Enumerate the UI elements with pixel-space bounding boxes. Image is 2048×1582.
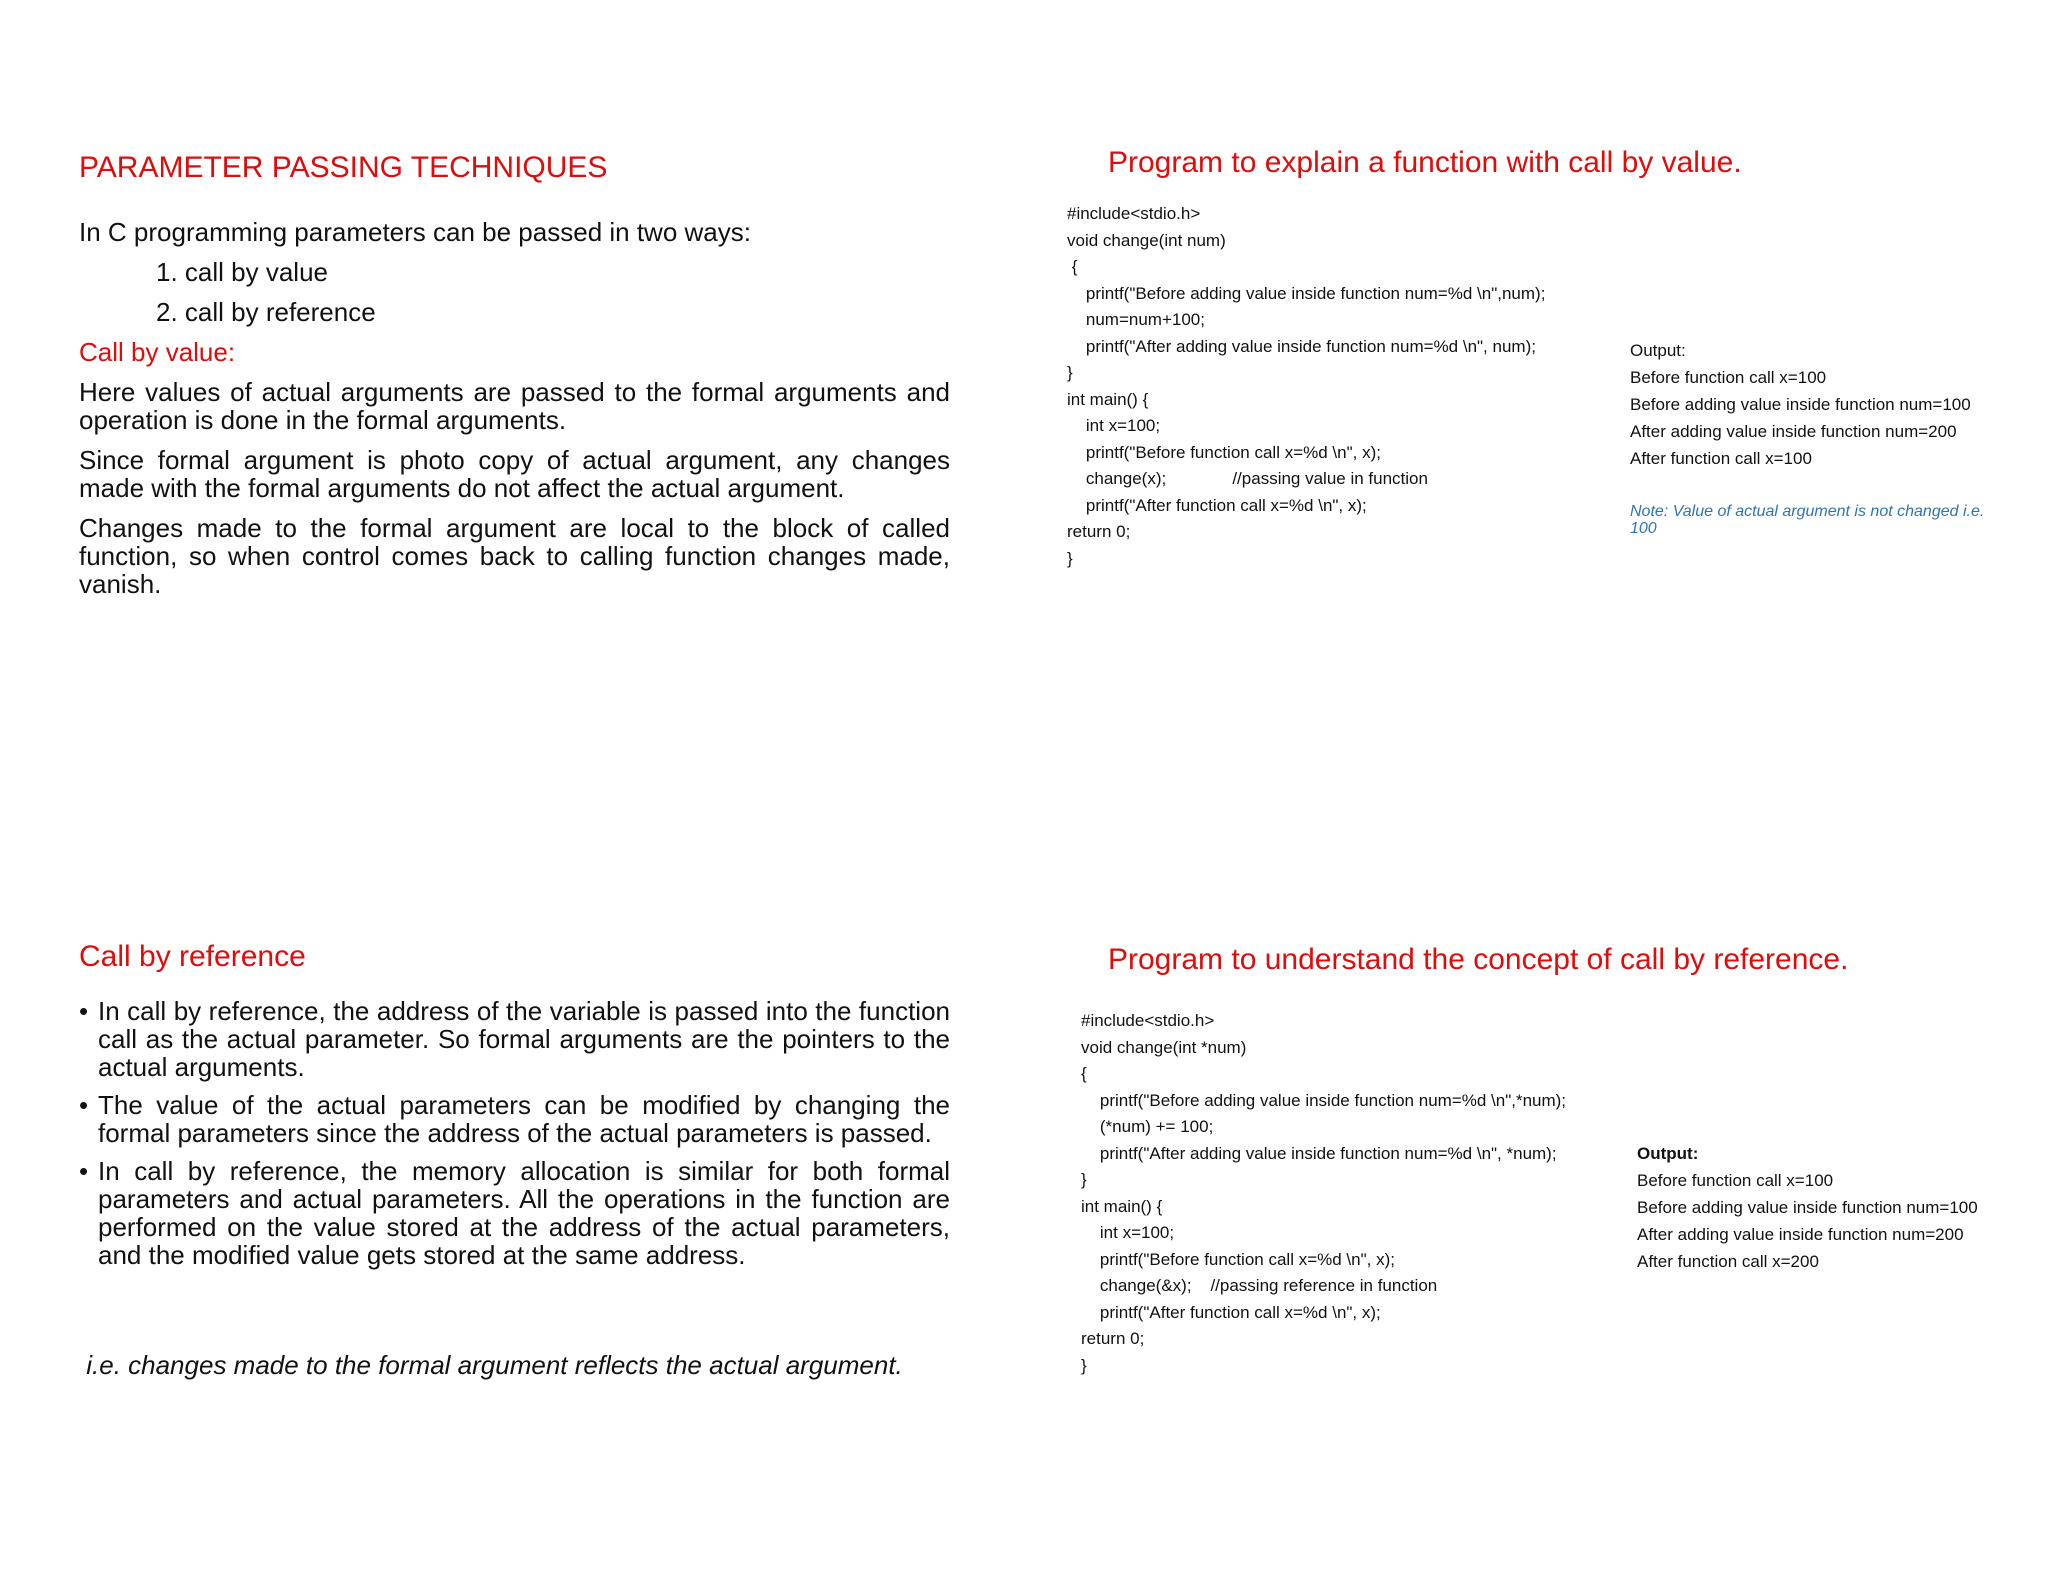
paragraph: Here values of actual arguments are passed to the formal arguments and operation is done in the formal arguments. [79, 377, 950, 435]
code-block: #include<stdio.h> void change(int *num) { printf("Before adding value inside function num=%d \n",*num); (*num) += 100; printf("After adding value inside function num=%d \n", *num); } int main() { int x=100; printf("Before function call x=%d \n", x); change(&x); //passing reference in function printf("After function call x=%d \n", x); return 0; } [1081, 1011, 1567, 1375]
slide-title: PARAMETER PASSING TECHNIQUES [79, 151, 608, 184]
slide-parameter-passing [0, 0, 1000, 791]
paragraph: Changes made to the formal argument are local to the block of called function, so when control comes back to calling function changes made, vanish. [79, 513, 950, 599]
bullet-item: • In call by reference, the address of the variable is passed into the function call as the actual parameter. So formal arguments are the pointers to the actual arguments. [79, 996, 950, 1082]
output-label: Output: [1630, 341, 1686, 360]
bullet-list [79, 997, 950, 1279]
output-line: After adding value inside function num=200 [1637, 1225, 1964, 1244]
slide-call-by-reference [0, 791, 1000, 1582]
bullet-dot-icon: • [79, 1156, 89, 1186]
code-block: #include<stdio.h> void change(int num) { printf("Before adding value inside function num=%d \n",num); num=num+100; printf("After adding value inside function num=%d \n", num); } int main() { int x=100; printf("Before function call x=%d \n", x); change(x); //passing value in function printf("After function call x=%d \n", x); return 0; } [1067, 204, 1546, 568]
output-line: Before adding value inside function num=100 [1630, 395, 1971, 414]
note-text: Note: Value of actual argument is not changed i.e. 100 [1630, 503, 1985, 537]
way-item: 2. call by reference [156, 297, 376, 327]
output-label: Output: [1637, 1144, 1699, 1163]
slide-title: Program to understand the concept of call by reference. [1108, 943, 1849, 976]
output-line: After function call x=100 [1630, 449, 1812, 468]
slide-title: Program to explain a function with call by value. [1108, 146, 1742, 179]
intro-text: In C programming parameters can be passed in two ways: [79, 217, 751, 247]
bullet-item: • In call by reference, the memory allocation is similar for both formal parameters and actual parameters. All the operations in the function are performed on the value stored at the address of the actual parameters, and the modified value gets stored at the same address. [79, 1156, 950, 1270]
slide-call-by-reference-program [1000, 791, 2048, 1582]
bullet-dot-icon: • [79, 1090, 89, 1120]
slide-title: Call by reference [79, 940, 306, 973]
output-line: Before function call x=100 [1630, 368, 1827, 387]
output-line: After function call x=200 [1637, 1252, 1819, 1271]
conclusion-text: i.e. changes made to the formal argument reflects the actual argument. [79, 1350, 903, 1380]
subheading: Call by value: [79, 337, 236, 367]
bullet-dot-icon: • [79, 996, 89, 1026]
paragraph: Since formal argument is photo copy of actual argument, any changes made with the formal arguments do not affect the actual argument. [79, 445, 950, 503]
slide-call-by-value-program [1000, 0, 2048, 791]
output-line: Before function call x=100 [1637, 1171, 1834, 1190]
output-line: After adding value inside function num=200 [1630, 422, 1957, 441]
bullet-item: • The value of the actual parameters can be modified by changing the formal parameters since the address of the actual parameters is passed. [79, 1090, 950, 1148]
output-line: Before adding value inside function num=100 [1637, 1198, 1978, 1217]
way-item: 1. call by value [156, 257, 328, 287]
